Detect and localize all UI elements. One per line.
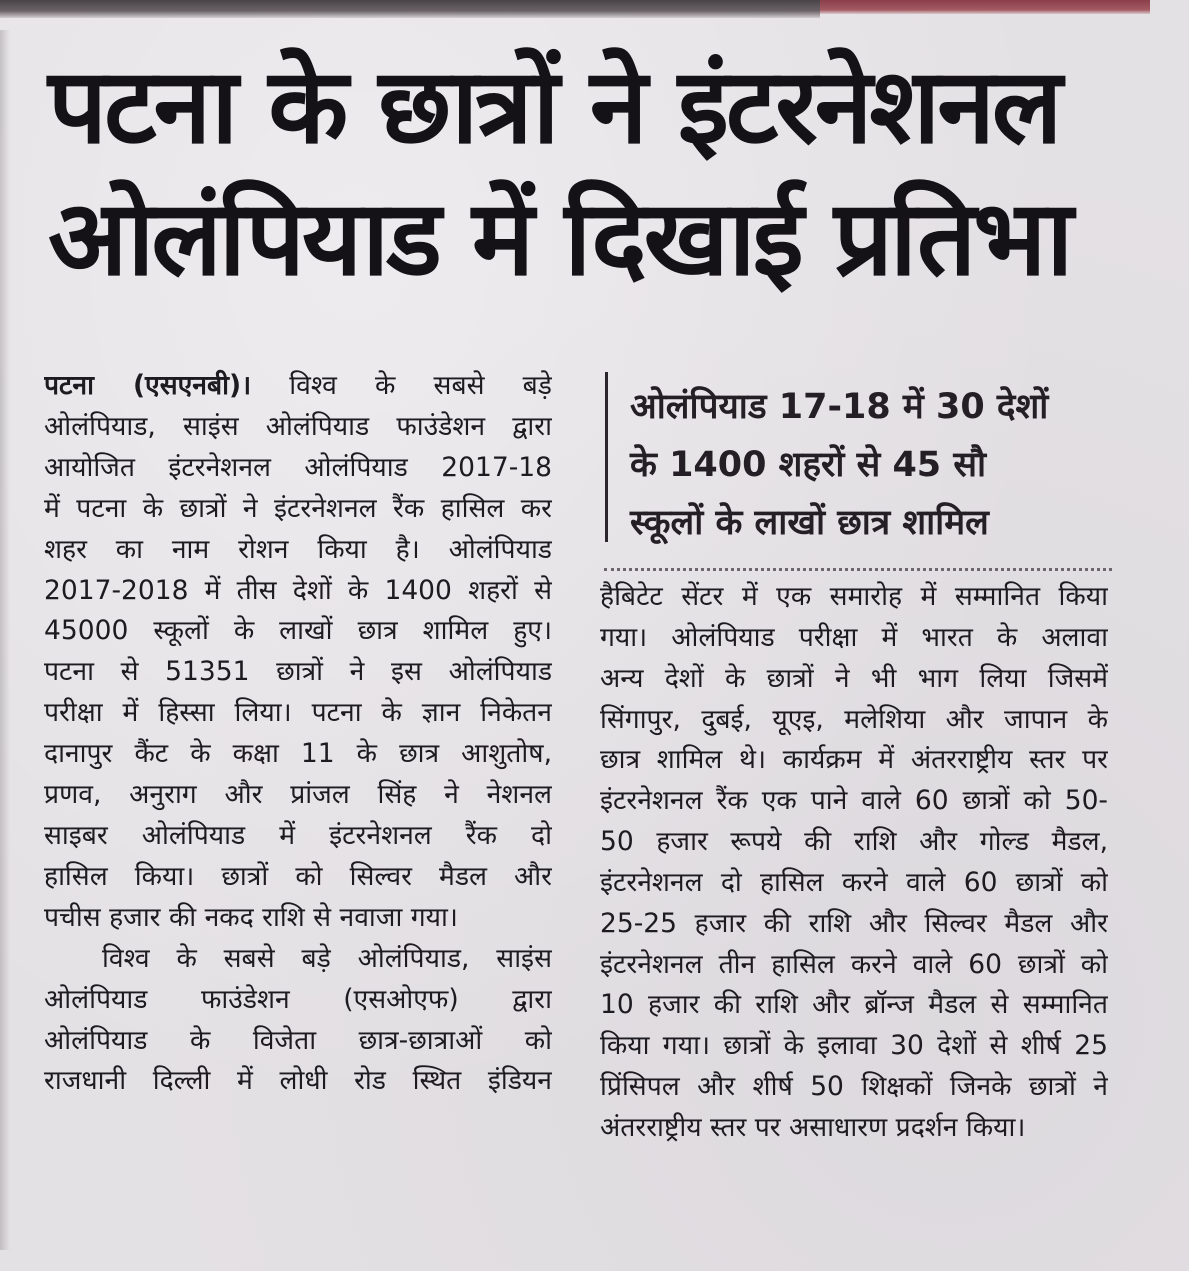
highlight-line: ओलंपियाड 17-18 में 30 देशों <box>630 387 1049 427</box>
article-line: में पटना के छात्रों ने इंटरनेशनल रैंक हासिल कर <box>44 492 552 524</box>
dateline: पटना (एसएनबी)। <box>44 370 252 401</box>
headline <box>48 40 1138 304</box>
article-line: गया। ओलंपियाड परीक्षा में भारत के अलावा <box>600 621 1108 653</box>
article-line <box>44 366 552 407</box>
article-line: ओलंपियाड, साइंस ओलंपियाड फाउंडेशन द्वारा <box>44 410 552 442</box>
article-line: इंटरनेशनल तीन हासिल करने वाले 60 छात्रों को <box>600 948 1108 980</box>
top-color-band <box>0 0 1150 20</box>
top-band-red <box>820 0 1150 14</box>
highlight-divider <box>605 372 608 542</box>
highlight-line: के 1400 शहरों से 45 सौ <box>630 445 987 485</box>
article-line: साइबर ओलंपियाड में इंटरनेशनल रैंक दो <box>44 819 552 851</box>
article-line: प्रिंसिपल और शीर्ष 50 शिक्षकों जिनके छात्रों ने <box>600 1071 1108 1103</box>
article-line: प्रणव, अनुराग और प्रांजल सिंह ने नेशनल <box>44 779 552 811</box>
article-line: ओलंपियाड फाउंडेशन (एसओएफ) द्वारा <box>44 983 552 1015</box>
left-article-column <box>44 366 552 1102</box>
page-edge-shadow <box>0 30 10 1250</box>
article-line: आयोजित इंटरनेशनल ओलंपियाड 2017-18 <box>44 451 552 483</box>
article-line: पचीस हजार की नकद राशि से नवाजा गया। <box>44 901 458 933</box>
article-line: राजधानी दिल्ली में लोधी रोड स्थित इंडियन <box>44 1065 552 1097</box>
highlight-box <box>630 378 1110 552</box>
article-line: ओलंपियाड के विजेता छात्र-छात्राओं को <box>44 1024 552 1056</box>
article-line: इंटरनेशनल दो हासिल करने वाले 60 छात्रों को <box>600 866 1108 898</box>
article-line: इंटरनेशनल रैंक एक पाने वाले 60 छात्रों को 50- <box>600 785 1108 817</box>
article-line: सिंगापुर, दुबई, यूएइ, मलेशिया और जापान के <box>600 703 1108 735</box>
article-line: पटना से 51351 छात्रों ने इस ओलंपियाड <box>44 656 552 688</box>
right-article-column <box>600 577 1108 1149</box>
article-line: 25-25 हजार की राशि और सिल्वर मैडल और <box>600 907 1108 939</box>
article-line: विश्व के सबसे बड़े ओलंपियाड, साइंस <box>102 942 552 974</box>
article-line: अन्य देशों के छात्रों ने भी भाग लिया जिसमें <box>600 662 1108 694</box>
article-line: हासिल किया। छात्रों को सिल्वर मैडल और <box>44 860 552 892</box>
headline-line-1: पटना के छात्रों ने इंटरनेशनल <box>48 45 1060 167</box>
article-line: अंतरराष्ट्रीय स्तर पर असाधारण प्रदर्शन किया। <box>600 1111 1026 1143</box>
top-band-dark <box>0 0 820 18</box>
article-line: 50 हजार रूपये की राशि और गोल्ड मैडल, <box>600 826 1108 858</box>
article-line: किया गया। छात्रों के इलावा 30 देशों से शीर्ष 25 <box>600 1030 1108 1062</box>
article-line: छात्र शामिल थे। कार्यक्रम में अंतरराष्ट्रीय स्तर पर <box>600 744 1108 776</box>
article-line: शहर का नाम रोशन किया है। ओलंपियाड <box>44 533 552 565</box>
article-line-text: विश्व के सबसे बड़े <box>251 370 552 401</box>
dotted-separator <box>604 568 1112 571</box>
article-line: 45000 स्कूलों के लाखों छात्र शामिल हुए। <box>44 615 552 647</box>
headline-line-2: ओलंपियाड में दिखाई प्रतिभा <box>48 177 1071 299</box>
article-line: परीक्षा में हिस्सा लिया। पटना के ज्ञान निकेतन <box>44 697 552 729</box>
highlight-line: स्कूलों के लाखों छात्र शामिल <box>630 503 989 543</box>
article-line: 10 हजार की राशि और ब्रॉन्ज मैडल से सम्मानित <box>600 989 1108 1021</box>
article-line: 2017-2018 में तीस देशों के 1400 शहरों से <box>44 574 552 606</box>
article-line: दानापुर कैंट के कक्षा 11 के छात्र आशुतोष, <box>44 738 552 770</box>
article-line: हैबिटेट सेंटर में एक समारोह में सम्मानित किया <box>600 581 1108 612</box>
